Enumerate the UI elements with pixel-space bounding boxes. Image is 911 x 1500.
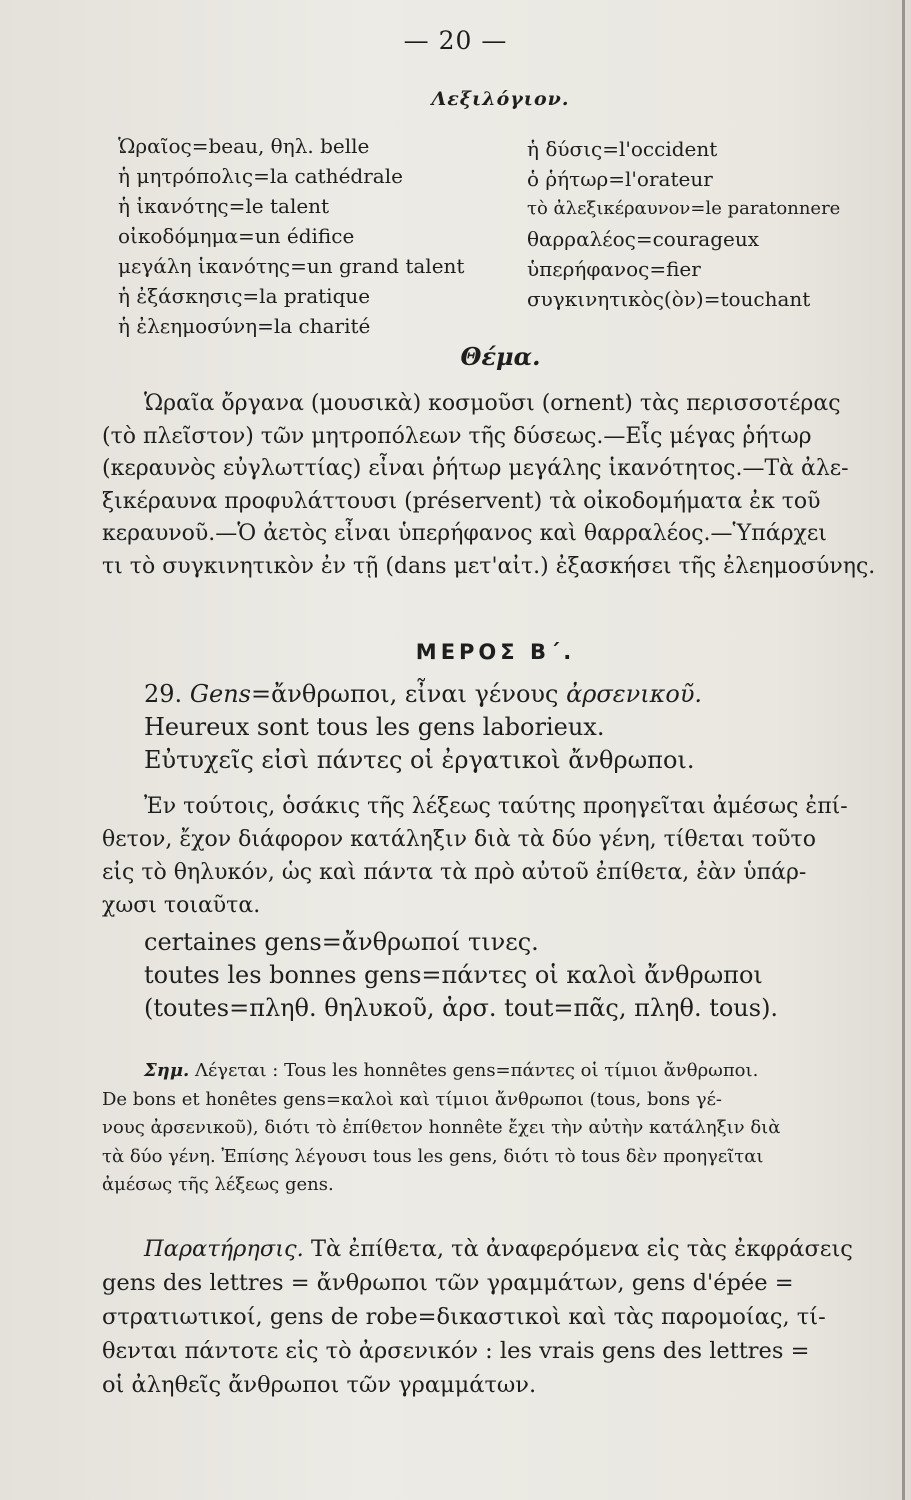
observation-block [102,1232,892,1402]
observation-label: Παρατήρησις. [144,1236,304,1262]
rule-line: εἰς τὸ θηλυκόν, ὡς καὶ πάντα τὰ πρὸ αὐτοῦ ἐπίθετα, ἐὰν ὑπάρ- [102,860,807,885]
vocab-entry: ἡ ἐξάσκησις=la pratique [118,284,371,308]
vocab-entry: συγκινητικὸς(ὸν)=touchant [527,287,811,311]
note-label: Σημ. [144,1060,190,1081]
part-title: ΜΕΡΟΣ Β΄. [415,640,576,664]
exercise-line: (κεραυνὸς εὐγλωττίας) εἶναι ῥήτωρ μεγάλης ἱκανότητος.—Τὰ ἀλε- [102,456,849,481]
exercise-line: ξικέραυνα προφυλάττουσι (préservent) τὰ οἰκοδομήματα ἐκ τοῦ [102,488,821,514]
example-line: certaines gens=ἄνθρωποί τινες. [144,928,539,956]
note-line: De bons et honêtes gens=καλοὶ καὶ τίμιοι ἄνθρωποι (tous, bons γέ- [102,1088,723,1110]
vocabulary-title: Λεξιλόγιον. [431,88,570,110]
note-line [102,1057,892,1086]
exercise-line: τι τὸ συγκινητικὸν ἐν τῇ (dans μετ'αἰτ.) ἐξασκήσει τῆς ἐλεημοσύνης. [102,553,876,579]
vocab-entry: θαρραλέος=courageux [527,227,760,251]
observation-line: θενται πάντοτε εἰς τὸ ἀρσενικόν : les vrais gens des lettres = [102,1338,810,1364]
vocab-entry: ἡ ἐλεημοσύνη=la charité [118,314,371,338]
vocab-entry: Ὡραῖος=beau, θηλ. belle [118,134,370,158]
exercise-line: (τὸ πλεῖστον) τῶν μητροπόλεων τῆς δύσεως.—Εἷς μέγας ῥήτωρ [102,423,812,449]
vocab-entry: ὁ ῥήτωρ=l'orateur [527,167,713,191]
exercise-text [102,388,902,583]
note-text: Λέγεται : Tous les honnêtes gens=πάντες οἱ τίμιοι ἄνθρωποι. [189,1060,759,1081]
note-line: τὰ δύο γένη. Ἐπίσης λέγουσι tous les gens, διότι τὸ tous δὲν προηγεῖται [102,1145,764,1167]
exercise-line: κεραυνοῦ.—Ὁ ἀετὸς εἶναι ὑπερήφανος καὶ θαρραλέος.—Ὑπάρχει [102,521,827,546]
exercise-title: Θέμα. [460,342,541,371]
note-block [102,1057,892,1200]
note-line: ἀμέσως τῆς λέξεως gens. [102,1174,334,1195]
headword-definition: =ἄνθρωποι, εἶναι γένους [250,680,567,708]
section-29 [102,678,902,777]
rule-line: χωσι τοιαῦτα. [102,893,261,918]
vocab-entry: μεγάλη ἱκανότης=un grand talent [118,254,465,278]
observation-line [102,1232,892,1266]
observation-line: στρατιωτικοί, gens de robe=δικαστικοὶ καὶ τὰς παρομοίας, τί- [102,1304,826,1330]
rule-line: Ἐν τούτοις, ὁσάκις τῆς λέξεως ταύτης προηγεῖται ἀμέσως ἐπί- [144,794,848,819]
headword-gender: ἀρσενικοῦ. [566,680,703,708]
vocab-entry: οἰκοδόμημα=un édifice [118,224,355,248]
example-greek: Εὐτυχεῖς εἰσὶ πάντες οἱ ἐργατικοὶ ἄνθρωποι. [144,746,695,774]
vocab-entry: ἡ ἱκανότης=le talent [118,194,330,218]
page-number: — 20 — [403,26,508,55]
note-line: νους ἀρσενικοῦ), διότι τὸ ἐπίθετον honnête ἔχει τὴν αὐτὴν κατάληξιν διὰ [102,1117,781,1138]
observation-line: gens des lettres = ἄνθρωποι τῶν γραμμάτων, gens d'épée = [102,1270,794,1296]
vocabulary-right-column [527,134,907,314]
observation-line: οἱ ἀληθεῖς ἄνθρωποι τῶν γραμμάτων. [102,1372,537,1398]
vocab-entry: ἡ δύσις=l'occident [527,137,718,161]
rule-line: θετον, ἔχον διάφορον κατάληξιν διὰ τὰ δύο γένη, τίθεται τοῦτο [102,827,816,852]
vocab-entry: ὑπερήφανος=fier [527,257,701,281]
example-line: toutes les bonnes gens=πάντες οἱ καλοὶ ἄνθρωποι [144,961,763,989]
example-line: (toutes=πληθ. θηλυκοῦ, ἀρσ. tout=πᾶς, πληθ. tous). [144,994,779,1022]
vocab-entry: τὸ ἀλεξικέραυνον=le paratonnere [527,198,841,219]
headword: Gens [189,680,251,708]
vocabulary-left-column [118,131,518,341]
section-number: 29. [144,680,183,708]
vocab-entry: ἡ μητρόπολις=la cathédrale [118,164,403,188]
example-french: Heureux sont tous les gens laborieux. [144,713,605,741]
rule-text [102,790,902,922]
section-heading [102,678,902,711]
exercise-line: Ὡραῖα ὄργανα (μουσικὰ) κοσμοῦσι (ornent) τὰς περισσοτέρας [144,391,841,416]
examples-block [102,926,902,1025]
observation-text: Τὰ ἐπίθετα, τὰ ἀναφερόμενα εἰς τὰς ἐκφράσεις [303,1236,853,1262]
